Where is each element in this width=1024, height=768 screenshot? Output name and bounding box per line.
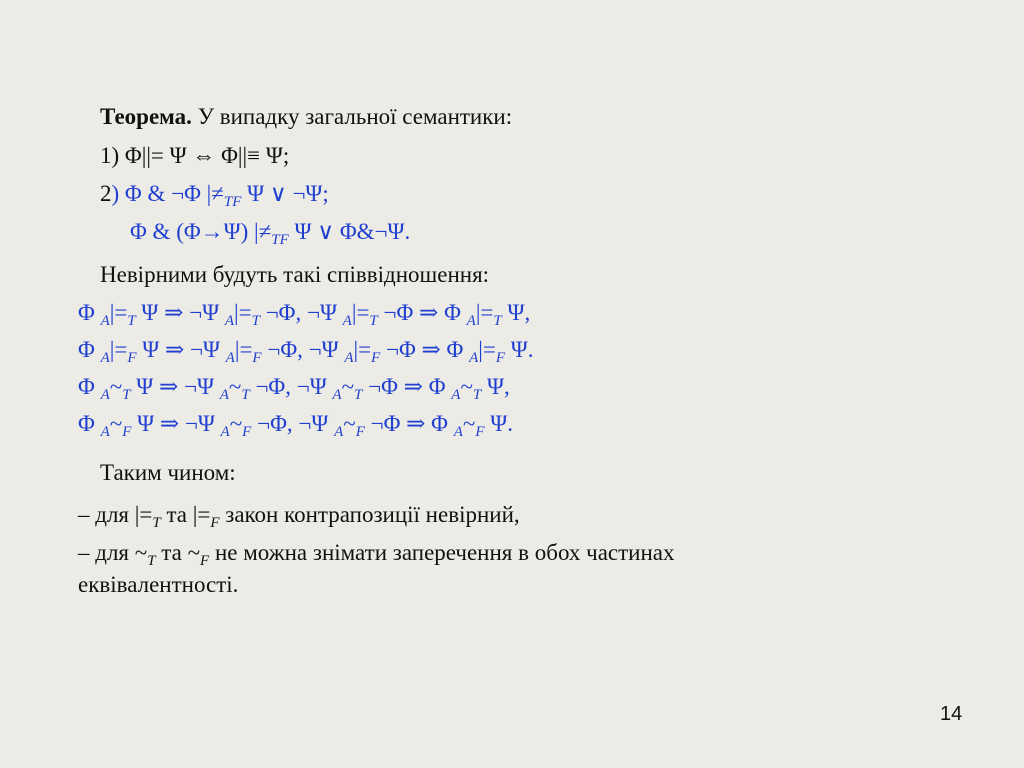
relation-operator: ~ [109, 411, 123, 436]
formula-text: ¬Φ ⇒ Φ [380, 337, 470, 362]
subscript-a: A [220, 424, 230, 440]
formula-text: ¬Φ ⇒ Φ [362, 374, 452, 399]
subscript-a: A [469, 350, 479, 366]
relations-heading: Невірними будуть такі співвідношення: [100, 262, 490, 287]
subscript-a: A [100, 424, 110, 440]
formula-text: ¬Φ, ¬Ψ [249, 374, 333, 399]
theorem-heading [100, 102, 512, 132]
subscript-a: A [219, 387, 229, 403]
relation-operator: ~ [460, 374, 473, 399]
formula-text: Ψ ⇒ ¬Ψ [136, 337, 226, 362]
formula-text: ¬Φ, ¬Ψ [259, 300, 343, 325]
subscript-a: A [453, 424, 463, 440]
subscript-semantic: F [495, 350, 506, 366]
subscript-semantic: F [122, 424, 132, 440]
relation-operator: ~ [229, 411, 243, 436]
subscript-a: A [225, 350, 235, 366]
subscript-semantic: T [127, 313, 136, 329]
subscript-semantic: T [369, 313, 378, 329]
formula-text: Ψ, [481, 374, 510, 399]
formula-text: Ψ. [505, 337, 534, 362]
formula-text: Φ [78, 337, 101, 362]
theorem-item-2b: Φ & (Φ→Ψ) $|\ne_{TF}$ Ψ ∨ Φ&¬Ψ. [130, 219, 411, 248]
subscript-a: A [344, 350, 354, 366]
formula-text: Ψ ⇒ ¬Ψ [130, 374, 220, 399]
subscript-semantic: F [475, 424, 485, 440]
formula-text: Ψ, [501, 300, 531, 325]
subscript-semantic: T [122, 387, 131, 403]
conclusion-line-2: – для $\sim_T$ та $\sim_F$ не можна знімати заперечення в обох частинах [78, 540, 675, 569]
subscript-semantic: F [355, 424, 365, 440]
subscript-semantic: T [472, 387, 482, 403]
formula-text: ¬Φ, ¬Ψ [251, 411, 335, 436]
formula-text: Ψ. [484, 411, 514, 436]
subscript-a: A [466, 313, 476, 329]
formula-text: Φ [78, 411, 101, 436]
theorem-item-1: 1) Φ||= Ψ ⇔ Φ||≡ Ψ; [100, 143, 290, 168]
relation-operator: |= [475, 300, 494, 325]
formula-text: ¬Φ ⇒ Φ [377, 300, 467, 325]
subscript-semantic: F [252, 350, 262, 366]
subscript-a: A [100, 350, 110, 366]
relation-operator: ~ [228, 374, 242, 399]
conclusion-heading: Таким чином: [100, 460, 236, 485]
theorem-title: Теорема. [100, 104, 192, 129]
relation-operator: |= [351, 300, 370, 325]
subscript-semantic: F [127, 350, 137, 366]
relation-operator: ~ [109, 374, 123, 399]
theorem-intro: У випадку загальної семантики: [191, 104, 513, 129]
subscript-a: A [334, 424, 344, 440]
formula-text: ¬Φ, ¬Ψ [261, 337, 345, 362]
relation-line-4 [78, 409, 513, 439]
relation-operator: |= [478, 337, 496, 362]
item-2-number: 2 [100, 181, 112, 206]
relation-line-2 [78, 335, 534, 365]
subscript-semantic: T [354, 387, 363, 403]
subscript-a: A [100, 313, 110, 329]
relation-operator: |= [353, 337, 372, 362]
relation-operator: ~ [343, 411, 356, 436]
relation-operator: |= [109, 337, 128, 362]
page-number: 14 [940, 703, 963, 725]
relation-line-1 [78, 298, 530, 328]
relation-operator: ~ [462, 411, 476, 436]
subscript-semantic: T [241, 387, 250, 403]
subscript-semantic: T [493, 313, 502, 329]
subscript-a: A [332, 387, 342, 403]
subscript-semantic: F [242, 424, 252, 440]
conclusion-line-1: – для $|=_T$ та $|=_F$ закон контрапозиції невірний, [78, 502, 520, 531]
formula-text: Ψ ⇒ ¬Ψ [131, 411, 221, 436]
formula-text: Ψ ⇒ ¬Ψ [135, 300, 225, 325]
formula-text: Φ [78, 300, 101, 325]
subscript-a: A [100, 387, 110, 403]
relation-operator: |= [234, 300, 252, 325]
relation-operator: |= [234, 337, 253, 362]
relation-line-3 [78, 372, 510, 402]
relation-operator: ~ [341, 374, 355, 399]
subscript-semantic: F [371, 350, 381, 366]
subscript-a: A [224, 313, 235, 329]
subscript-a: A [451, 387, 461, 403]
conclusion-line-3: еквівалентності. [78, 572, 239, 597]
subscript-semantic: T [251, 313, 260, 329]
subscript-a: A [342, 313, 352, 329]
formula-text: Φ [78, 374, 101, 399]
formula-text: ¬Φ ⇒ Φ [364, 411, 454, 436]
item-2-formula: ) Φ & ¬Φ $|\ne_{TF}$ Ψ ∨ ¬Ψ; [111, 181, 329, 210]
theorem-item-2 [100, 179, 329, 209]
relation-operator: |= [109, 300, 128, 325]
